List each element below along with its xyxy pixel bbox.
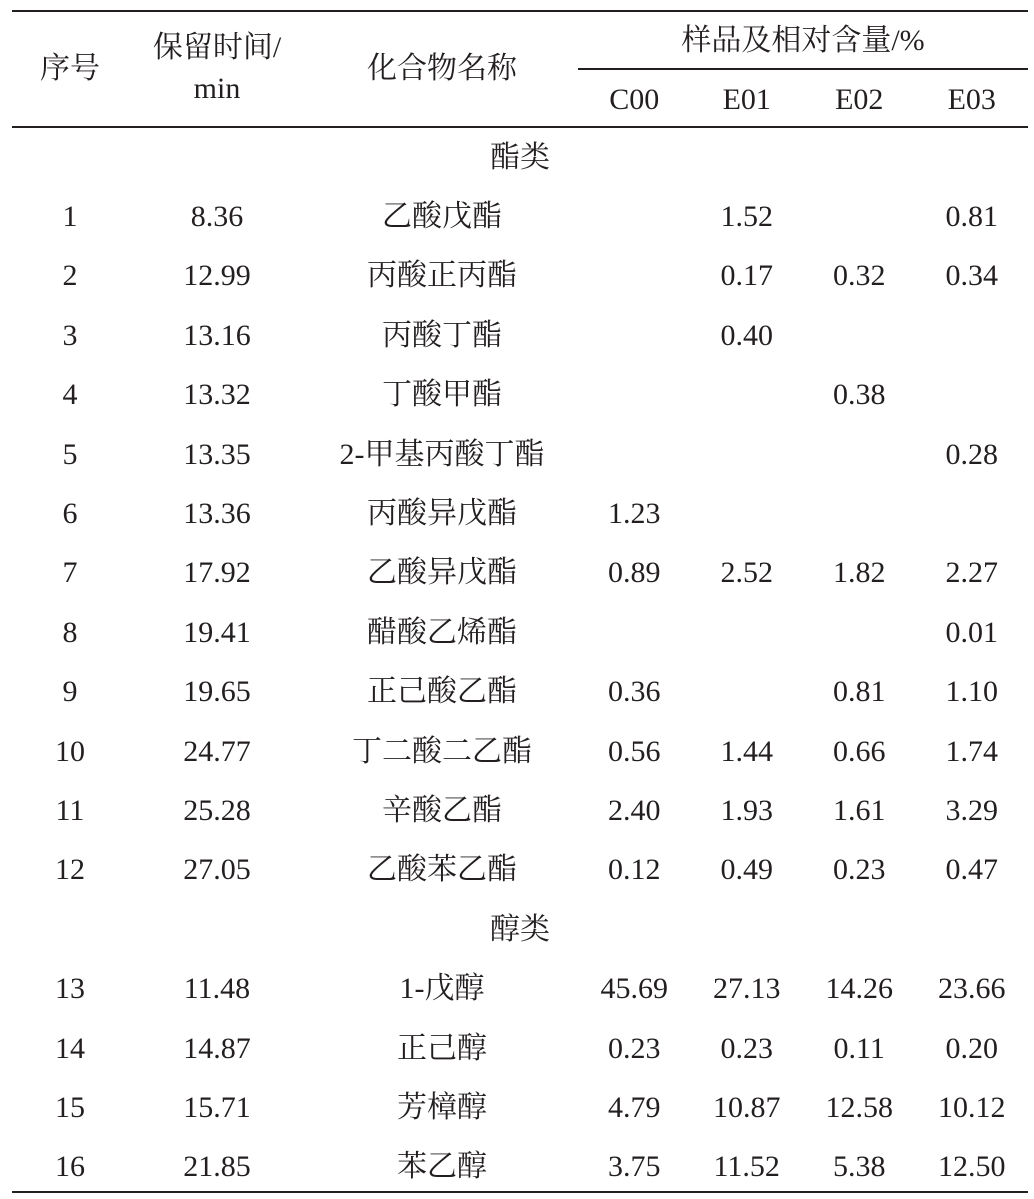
compound-name: 辛酸乙酯 — [382, 793, 502, 827]
header-retention-time-line1: 保留时间/ — [152, 31, 282, 64]
table-top-rule — [12, 10, 1028, 12]
value-e02 — [803, 425, 916, 484]
retention-time: 13.35 — [183, 437, 251, 471]
header-sample-group: 样品及相对含量/% — [681, 24, 925, 57]
value-e01: 0.23 — [720, 1031, 773, 1065]
value-e02: 0.23 — [833, 853, 886, 887]
value-c00 — [578, 306, 691, 365]
retention-time: 19.41 — [183, 615, 251, 649]
table-row — [12, 1019, 1028, 1078]
value-e03: 0.20 — [945, 1031, 999, 1065]
value-e03 — [916, 484, 1029, 543]
table-row — [12, 722, 1028, 781]
value-e03: 23.66 — [938, 972, 1006, 1006]
value-e02: 0.38 — [833, 378, 886, 412]
table-row — [12, 841, 1028, 900]
retention-time: 25.28 — [183, 793, 251, 827]
value-c00: 45.69 — [600, 972, 668, 1006]
retention-time: 19.65 — [183, 675, 251, 709]
retention-time: 13.16 — [183, 318, 251, 352]
value-e01: 1.93 — [720, 793, 773, 827]
compound-name: 乙酸苯乙酯 — [367, 853, 517, 887]
compound-name: 醋酸乙烯酯 — [367, 615, 517, 649]
value-e03 — [916, 306, 1029, 365]
header-compound-name: 化合物名称 — [367, 52, 517, 85]
section-title: 酯类 — [490, 140, 551, 174]
value-c00: 0.23 — [608, 1031, 661, 1065]
retention-time: 11.48 — [183, 972, 251, 1006]
value-e01: 2.52 — [720, 556, 773, 590]
compound-name: 丙酸丁酯 — [382, 318, 502, 352]
value-e03 — [916, 366, 1029, 425]
row-number: 15 — [55, 1090, 85, 1124]
table-row — [12, 187, 1028, 246]
value-e02 — [803, 187, 916, 246]
row-number: 9 — [62, 675, 78, 709]
retention-time: 15.71 — [183, 1090, 251, 1124]
value-e03: 1.10 — [945, 675, 999, 709]
value-e03: 0.01 — [945, 615, 999, 649]
value-e03: 1.74 — [945, 734, 999, 768]
compound-name: 丁二酸二乙酯 — [352, 734, 532, 768]
value-c00 — [578, 603, 691, 662]
value-e02: 0.11 — [833, 1031, 885, 1065]
table-row — [12, 1078, 1028, 1137]
value-e02 — [803, 306, 916, 365]
row-number: 16 — [55, 1150, 85, 1184]
value-e03: 0.81 — [945, 200, 999, 234]
value-e02: 0.32 — [833, 259, 886, 293]
table-row — [12, 603, 1028, 662]
value-e02: 1.82 — [833, 556, 886, 590]
value-c00: 0.89 — [608, 556, 661, 590]
value-e01 — [691, 484, 804, 543]
value-c00: 4.79 — [608, 1090, 661, 1124]
compound-name: 正己酸乙酯 — [367, 675, 517, 709]
value-c00: 0.56 — [608, 734, 661, 768]
row-number: 8 — [62, 615, 78, 649]
row-number: 11 — [55, 793, 85, 827]
table-row — [12, 544, 1028, 603]
value-e01 — [691, 425, 804, 484]
retention-time: 14.87 — [183, 1031, 251, 1065]
value-c00 — [578, 247, 691, 306]
table-row — [12, 484, 1028, 543]
compound-name: 2-甲基丙酸丁酯 — [339, 437, 545, 471]
row-number: 5 — [62, 437, 78, 471]
row-number: 3 — [62, 318, 78, 352]
value-e03: 0.28 — [945, 437, 999, 471]
row-number: 4 — [62, 378, 78, 412]
value-e02: 5.38 — [833, 1150, 886, 1184]
section-title: 醇类 — [490, 912, 551, 946]
compound-name: 乙酸异戊酯 — [367, 556, 517, 590]
value-e01 — [691, 603, 804, 662]
table-row — [12, 959, 1028, 1018]
value-e03: 0.47 — [945, 853, 999, 887]
table-row — [12, 663, 1028, 722]
header-sample-e03: E03 — [947, 83, 996, 116]
value-e02: 12.58 — [825, 1090, 893, 1124]
row-number: 13 — [55, 972, 85, 1006]
value-e02 — [803, 603, 916, 662]
compound-name: 乙酸戊酯 — [382, 200, 502, 234]
compound-name: 苯乙醇 — [397, 1150, 487, 1184]
row-number: 2 — [62, 259, 78, 293]
table-bottom-rule — [12, 1191, 1028, 1193]
retention-time: 12.99 — [183, 259, 251, 293]
value-e03: 0.34 — [945, 259, 999, 293]
value-e01: 0.17 — [720, 259, 773, 293]
header-no: 序号 — [40, 52, 100, 85]
value-c00: 0.12 — [608, 853, 661, 887]
compound-name: 丁酸甲酯 — [382, 378, 502, 412]
value-e01 — [691, 366, 804, 425]
value-c00 — [578, 425, 691, 484]
value-c00 — [578, 187, 691, 246]
value-e03: 10.12 — [938, 1090, 1006, 1124]
value-c00: 0.36 — [608, 675, 661, 709]
section-header-row — [12, 128, 1028, 187]
retention-time: 21.85 — [183, 1150, 251, 1184]
value-e01: 0.49 — [720, 853, 773, 887]
row-number: 7 — [62, 556, 78, 590]
value-c00: 3.75 — [608, 1150, 661, 1184]
row-number: 10 — [55, 734, 85, 768]
value-e01: 1.44 — [720, 734, 773, 768]
value-c00: 1.23 — [608, 497, 661, 531]
value-e03: 2.27 — [945, 556, 999, 590]
retention-time: 17.92 — [183, 556, 251, 590]
row-number: 12 — [55, 853, 85, 887]
table-row — [12, 366, 1028, 425]
value-e01 — [691, 663, 804, 722]
retention-time: 24.77 — [183, 734, 251, 768]
retention-time: 13.36 — [183, 497, 251, 531]
compound-name: 丙酸异戊酯 — [367, 497, 517, 531]
header-sub-rule — [578, 68, 1028, 70]
table-row — [12, 425, 1028, 484]
value-e01: 10.87 — [713, 1090, 781, 1124]
compound-name: 正己醇 — [397, 1031, 487, 1065]
value-e01: 27.13 — [713, 972, 781, 1006]
row-number: 14 — [55, 1031, 85, 1065]
table-row — [12, 1138, 1028, 1197]
value-e02: 0.81 — [833, 675, 886, 709]
retention-time: 13.32 — [183, 378, 251, 412]
header-sample-e01: E01 — [722, 83, 771, 116]
compound-name: 芳樟醇 — [397, 1090, 487, 1124]
header-retention-time-line2: min — [193, 72, 241, 105]
header-sample-e02: E02 — [835, 83, 884, 116]
table-row — [12, 247, 1028, 306]
value-e02: 14.26 — [825, 972, 893, 1006]
value-e03: 3.29 — [945, 793, 999, 827]
value-e02: 0.66 — [833, 734, 886, 768]
section-header-row — [12, 900, 1028, 959]
value-c00 — [578, 366, 691, 425]
row-number: 6 — [62, 497, 78, 531]
value-e02 — [803, 484, 916, 543]
table-row — [12, 306, 1028, 365]
value-e02: 1.61 — [833, 793, 886, 827]
value-e03: 12.50 — [938, 1150, 1006, 1184]
value-e01: 11.52 — [713, 1150, 780, 1184]
value-c00: 2.40 — [608, 793, 661, 827]
compound-name: 丙酸正丙酯 — [367, 259, 517, 293]
retention-time: 27.05 — [183, 853, 251, 887]
value-e01: 0.40 — [720, 318, 773, 352]
retention-time: 8.36 — [190, 200, 244, 234]
value-e01: 1.52 — [720, 200, 773, 234]
row-number: 1 — [62, 200, 78, 234]
table-row — [12, 781, 1028, 840]
compound-name: 1-戊醇 — [399, 972, 485, 1006]
compound-table — [12, 128, 1028, 1197]
header-sample-c00: C00 — [609, 83, 660, 116]
